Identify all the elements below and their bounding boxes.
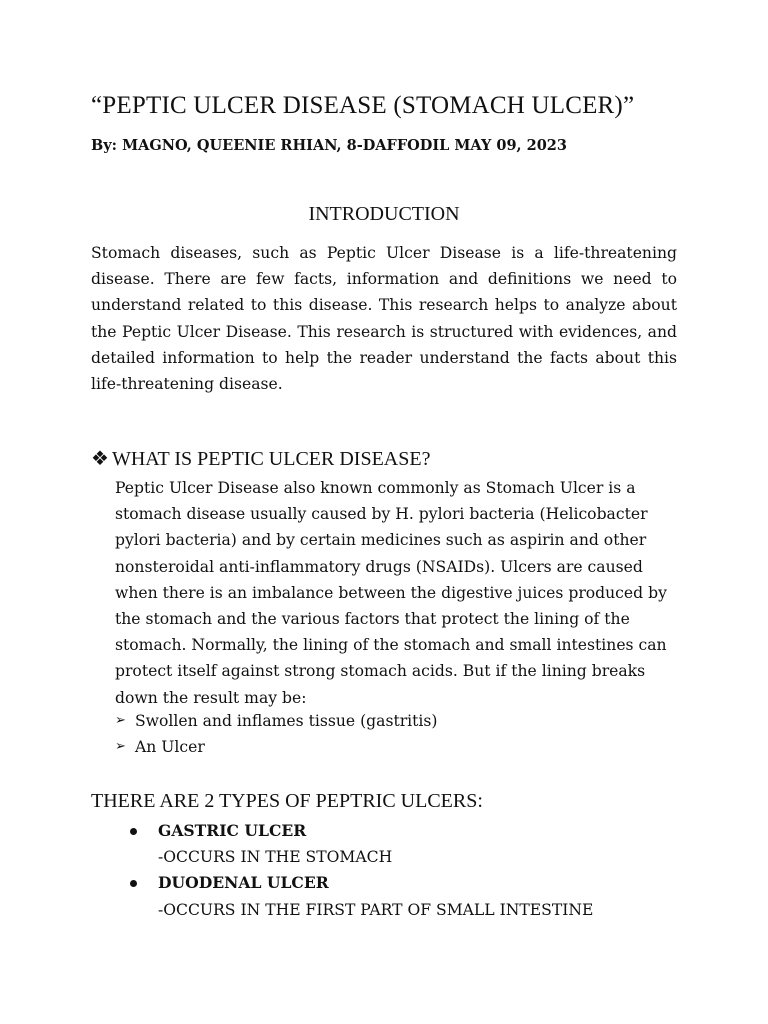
list-item [115,734,438,760]
what-is-heading [91,446,430,471]
list-item [130,870,593,922]
ulcer-type-name: GASTRIC ULCER [158,821,307,840]
ulcer-type-name: DUODENAL ULCER [158,873,329,893]
author-byline: By: MAGNO, QUEENIE RHIAN, 8-DAFFODIL MAY 09, 2023 [91,137,567,154]
ulcer-type-description: -OCCURS IN THE STOMACH [158,848,393,867]
types-heading: THERE ARE 2 TYPES OF PEPTRIC ULCERS: [91,790,483,812]
arrow-bullet-icon: ➢ [115,739,126,755]
ulcer-type-description: -OCCURS IN THE FIRST PART OF SMALL INTESTINE [158,900,594,919]
result-text: Swollen and inflames tissue (gastritis) [135,712,438,730]
document-title: “PEPTIC ULCER DISEASE (STOMACH ULCER)” [91,92,635,119]
list-item [130,818,593,870]
what-is-paragraph: Peptic Ulcer Disease also known commonly as Stomach Ulcer is a stomach disease usually caused by H. pylori bacteria (Helicobacter pylori bacteria) and by certain medicines such as aspirin and other nonsteroidal anti-inflammatory drugs (NSAIDs). Ulcers are caused when there is an imbalance between the digestive juices produced by the stomach and the various factors that protect the lining of the stomach. Normally, the lining of the stomach and small intestines can protect itself against strong stomach acids. But if the lining breaks down the result may be: [115,479,667,707]
results-list [115,708,438,760]
diamond-bullet-icon: ❖ [91,446,109,470]
round-bullet-icon [130,880,137,887]
introduction-paragraph: Stomach diseases, such as Peptic Ulcer Disease is a life-threatening disease. There are few facts, information and definitions we need to understand related to this disease. This research helps to analyze about the Peptic Ulcer Disease. This research is structured with evidences, and detailed information to help the reader understand the facts about this life-threatening disease. [91,244,677,394]
ulcer-types-list [130,818,593,923]
round-bullet-icon [130,828,137,835]
list-item [115,708,438,734]
what-is-heading-text: WHAT IS PEPTIC ULCER DISEASE? [111,448,431,470]
arrow-bullet-icon: ➢ [115,713,126,728]
introduction-heading: INTRODUCTION [308,203,460,225]
result-text: An Ulcer [135,738,205,757]
